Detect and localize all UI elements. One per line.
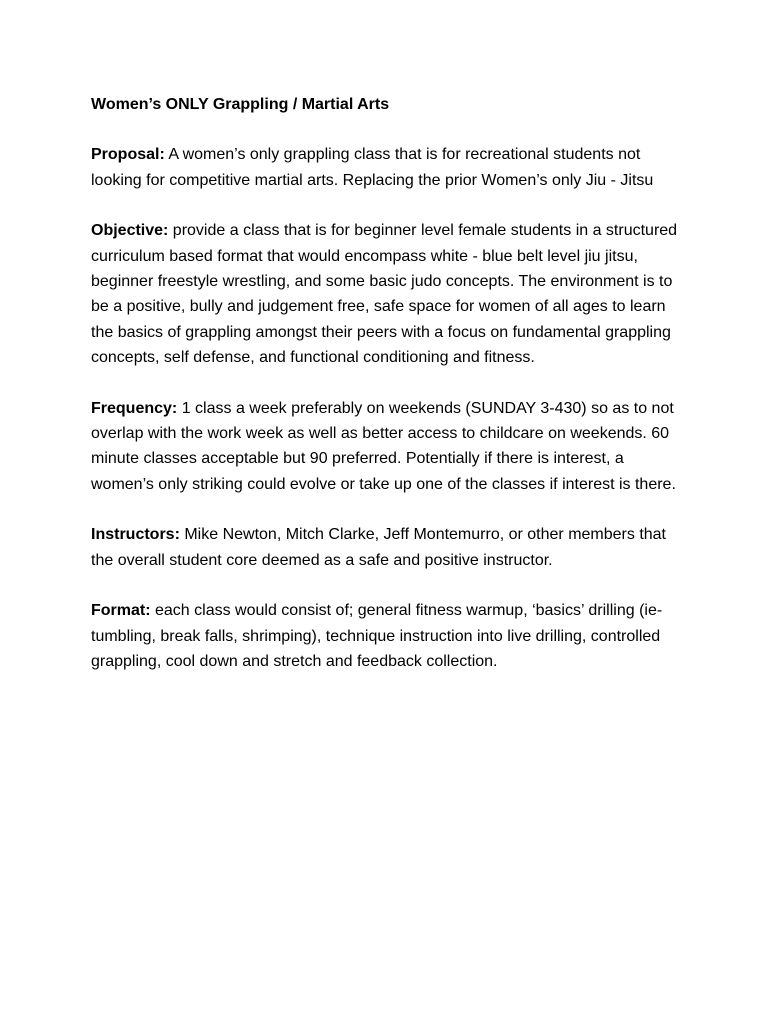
document-title: Women’s ONLY Grappling / Martial Arts bbox=[91, 96, 390, 113]
section-instructors bbox=[91, 522, 681, 573]
section-frequency-label: Frequency: bbox=[91, 399, 178, 417]
document-page bbox=[91, 92, 681, 699]
section-format-label: Format: bbox=[91, 602, 151, 620]
section-format-text: each class would consist of; general fitness warmup, ‘basics’ drilling (ie- tumbling, break falls, shrimping), technique instruction into live drilling, controlled grappling, cool down and stretch and feedback collection. bbox=[91, 602, 663, 670]
section-objective bbox=[91, 218, 681, 370]
section-proposal-label: Proposal: bbox=[91, 146, 165, 164]
section-instructors-text: Mike Newton, Mitch Clarke, Jeff Montemurro, or other members that the overall student core deemed as a safe and positive instructor. bbox=[91, 526, 666, 569]
section-objective-label: Objective: bbox=[91, 222, 169, 240]
section-frequency-text: 1 class a week preferably on weekends (SUNDAY 3-430) so as to not overlap with the work week as well as better access to childcare on weekends. 60 minute classes acceptable but 90 preferred. Potentially if there is interest, a women’s only striking could evolve or take up one of the classes if interest is there. bbox=[91, 399, 676, 493]
section-objective-text: provide a class that is for beginner level female students in a structured curriculum based format that would encompass white - blue belt level jiu jitsu, beginner freestyle wrestling, and some basic judo concepts. The environment is to be a positive, bully and judgement free, safe space for women of all ages to learn the basics of grappling amongst their peers with a focus on fundamental grappling concepts, self defense, and functional conditioning and fitness. bbox=[91, 222, 678, 367]
section-instructors-label: Instructors: bbox=[91, 526, 180, 544]
section-proposal bbox=[91, 142, 681, 193]
section-format bbox=[91, 598, 681, 674]
section-frequency bbox=[91, 396, 681, 498]
section-proposal-text: A women’s only grappling class that is for recreational students not looking for competitive martial arts. Replacing the prior Women’s only Jiu - Jitsu bbox=[91, 146, 654, 189]
